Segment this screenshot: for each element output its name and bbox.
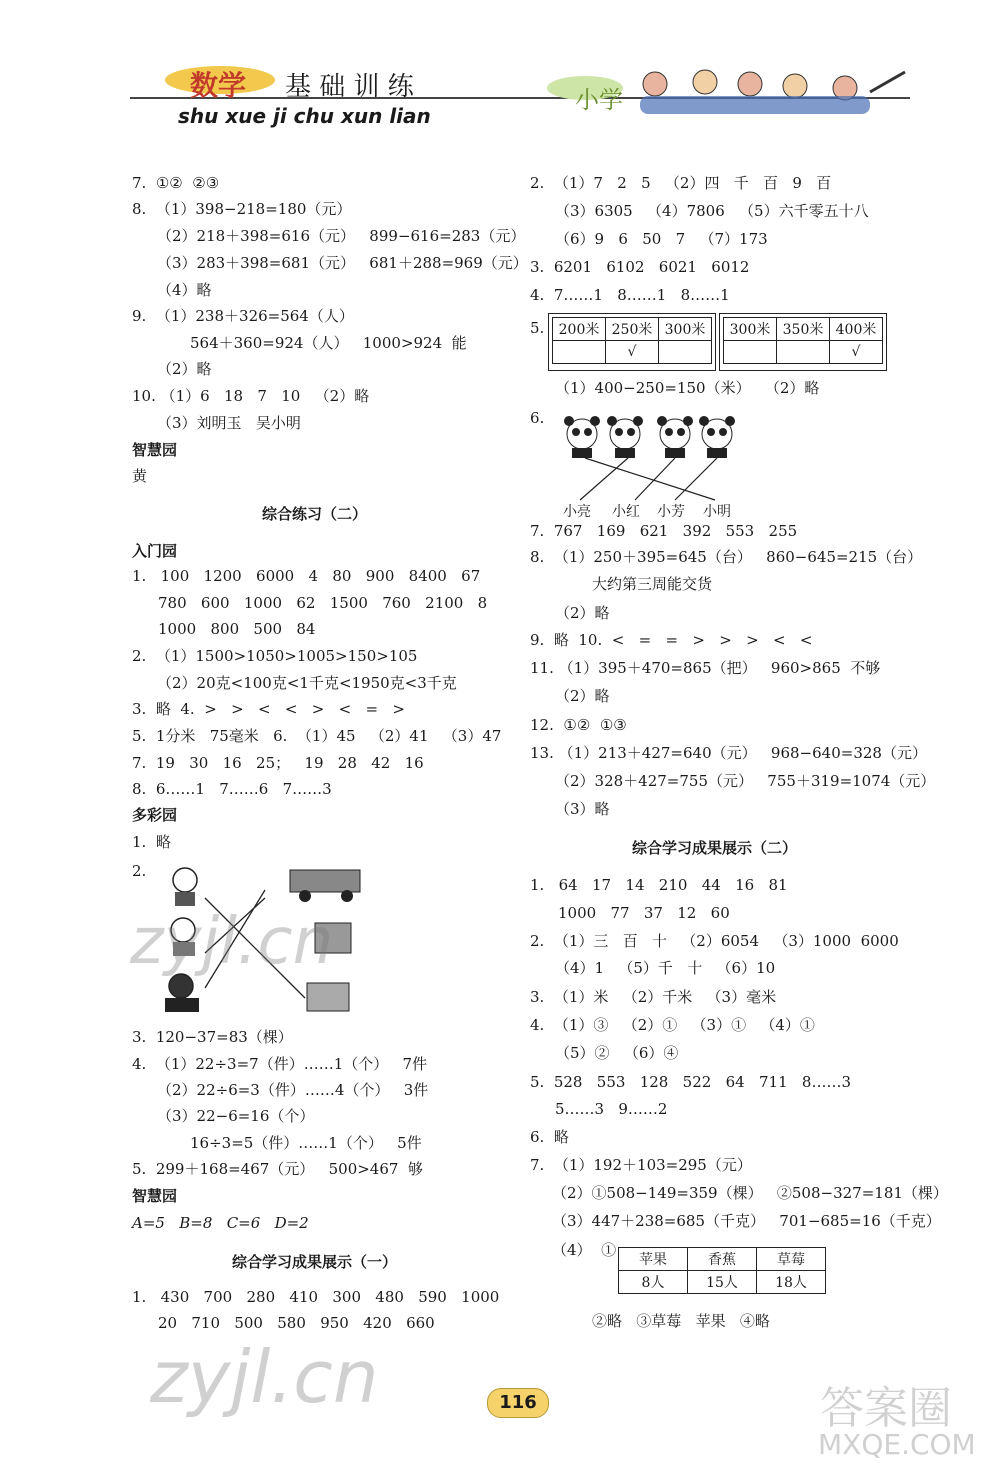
person-icon [173,868,197,906]
right-line: ②略 ③草莓 苹果 ④略 [592,1312,770,1330]
right-line: （4） ① [552,1241,617,1259]
panda-icon [699,416,735,458]
left-line: 9. （1）238＋326=564（人） [132,307,354,325]
right-line: 6. 略 [530,1128,569,1146]
right-line: （2）略 [555,604,610,622]
right-line: 5. [530,319,545,337]
distance-table-a [552,317,712,364]
page-number-badge [487,1388,549,1418]
jeep-icon [307,983,349,1011]
right-line: 12. ①② ①③ [530,716,627,734]
right-line: 1000 77 37 12 60 [558,904,730,922]
left-line: （3）刘明玉 吴小明 [157,414,301,432]
right-line: 大约第三周能交货 [592,575,713,593]
left-line: 1. 430 700 280 410 300 480 590 1000 [132,1288,500,1306]
left-line: （3）283＋398=681（元） 681＋288=969（元） [157,254,528,272]
left-line: 20 710 500 580 950 420 660 [158,1314,435,1332]
table-cell: 350米 [777,318,830,341]
panda-icon [564,416,600,458]
right-line: （3）略 [555,800,610,818]
left-line: A=5 B=8 C=6 D=2 [132,1214,309,1232]
right-line: 9. 略 10. < = = > > > < < [530,631,813,649]
table-cell: 300米 [724,318,777,341]
section-title: 综合练习（二） [262,505,368,523]
left-line: 1. 100 1200 6000 4 80 900 8400 67 [132,567,481,585]
right-line: 2. （1）7 2 5 （2）四 千 百 9 百 [530,174,832,192]
section-label: 入门园 [132,542,178,560]
right-line: 4. （1）③ （2）① （3）① （4）① [530,1016,815,1034]
left-line: （4）略 [157,281,212,299]
right-line: （6）9 6 50 7 （7）173 [555,230,768,248]
left-line: 4. （1）22÷3=7（件）……1（个） 7件 [132,1055,428,1073]
panda-matching-figure [560,410,740,505]
panda-icon [657,416,693,458]
left-line: （3）22−6=16（个） [157,1107,315,1125]
truck-icon [290,870,360,902]
panda-name: 小明 [703,504,731,520]
panda-icon [607,416,643,458]
left-line: 2. [132,862,147,880]
right-line: （1）400−250=150（米） （2）略 [555,379,820,397]
distance-table-b [723,317,883,364]
right-line: 8. （1）250＋395=645（台） 860−645=215（台） [530,548,923,566]
left-line: （2）22÷6=3（件）……4（个） 3件 [157,1081,429,1099]
section-title: 综合学习成果展示（一） [232,1253,398,1271]
left-line: 780 600 1000 62 1500 760 2100 8 [158,594,488,612]
left-line: （2）218＋398=616（元） 899−616=283（元） [157,227,526,245]
right-line: （4）1 （5）千 十 （6）10 [555,959,776,977]
title-main: 基 础 训 练 [285,72,414,102]
left-line: 黄 [132,467,148,485]
left-line: 10. （1）6 18 7 10 （2）略 [132,387,370,405]
right-line: （3）447＋238=685（千克） 701−685=16（千克） [552,1212,941,1230]
watermark: MXQE.COM [818,1428,976,1461]
right-line: 5……3 9……2 [555,1100,668,1118]
grade-label: 小学 [575,86,623,114]
right-line: （2）①508−149=359（棵） ②508−327=181（棵） [552,1184,948,1202]
children-illustration [630,62,910,124]
panda-name: 小亮 [563,504,591,520]
right-line: 13. （1）213＋427=640（元） 968−640=328（元） [530,744,927,762]
left-line: 3. 略 4. > > < < > < = > [132,700,405,718]
table-cell: 18人 [757,1271,826,1294]
table-cell: 250米 [606,318,659,341]
right-line: 4. 7……1 8……1 8……1 [530,286,730,304]
right-line: 3. （1）米 （2）千米 （3）毫米 [530,988,777,1006]
table-cell [659,341,712,364]
page-number: 116 [499,1392,537,1413]
left-line: 564＋360=924（人） 1000>924 能 [190,334,467,352]
table-cell: 400米 [830,318,883,341]
left-line: 7. ①② ②③ [132,174,220,192]
table-cell: 15人 [688,1271,757,1294]
table-cell [777,341,830,364]
left-line: 2. （1）1500>1050>1005>150>105 [132,647,418,665]
fruit-table [618,1247,826,1294]
watermark: zyjl.cn [150,1335,379,1419]
table-cell: 草莓 [757,1248,826,1271]
left-line: 3. 120−37=83（棵） [132,1028,293,1046]
table-cell: 香蕉 [688,1248,757,1271]
right-line: 1. 64 17 14 210 44 16 81 [530,876,788,894]
title-pinyin: shu xue ji chu xun lian [178,104,431,128]
right-line: （3）6305 （4）7806 （5）六千零五十八 [555,202,869,220]
table-cell: 200米 [553,318,606,341]
right-line: （2）328＋427=755（元） 755＋319=1074（元） [555,772,936,790]
section-label: 智慧园 [132,1187,178,1205]
table-cell: 苹果 [619,1248,688,1271]
right-line: 3. 6201 6102 6021 6012 [530,258,750,276]
table-cell [724,341,777,364]
watermark: zyjl.cn [130,905,334,979]
left-line: 1000 800 500 84 [158,620,316,638]
panda-name: 小红 [612,504,640,520]
table-cell [553,341,606,364]
left-line: 5. 299＋168=467（元） 500>467 够 [132,1160,423,1178]
panda-name: 小芳 [657,504,685,520]
right-line: 7. （1）192＋103=295（元） [530,1156,752,1174]
section-label: 智慧园 [132,441,178,459]
right-line: （2）略 [555,687,610,705]
left-line: 1. 略 [132,833,171,851]
table-cell: √ [606,341,659,364]
person-icon [165,974,199,1012]
watermark: 答案圈 [820,1383,952,1434]
left-line: 7. 19 30 16 25； 19 28 42 16 [132,754,424,772]
right-line: 11. （1）395＋470=865（把） 960>865 不够 [530,659,881,677]
table-cell: 300米 [659,318,712,341]
table-cell: √ [830,341,883,364]
title-red: 数学 [190,69,247,102]
right-line: 5. 528 553 128 522 64 711 8……3 [530,1073,851,1091]
section-title: 综合学习成果展示（二） [632,839,798,857]
right-line: 7. 767 169 621 392 553 255 [530,522,798,540]
right-line: 2. （1）三 百 十 （2）6054 （3）1000 6000 [530,932,899,950]
table-cell: 8人 [619,1271,688,1294]
left-line: 5. 1分米 75毫米 6. （1）45 （2）41 （3）47 [132,727,502,745]
left-line: 16÷3=5（件）……1（个） 5件 [190,1134,422,1152]
right-line: 6. [530,409,545,427]
left-line: 8. 6……1 7……6 7……3 [132,780,332,798]
right-line: （5）② （6）④ [555,1044,679,1062]
left-line: （2）略 [157,360,212,378]
left-line: 8. （1）398−218=180（元） [132,200,352,218]
section-label: 多彩园 [132,806,178,824]
left-line: （2）20克<100克<1千克<1950克<3千克 [157,674,457,692]
